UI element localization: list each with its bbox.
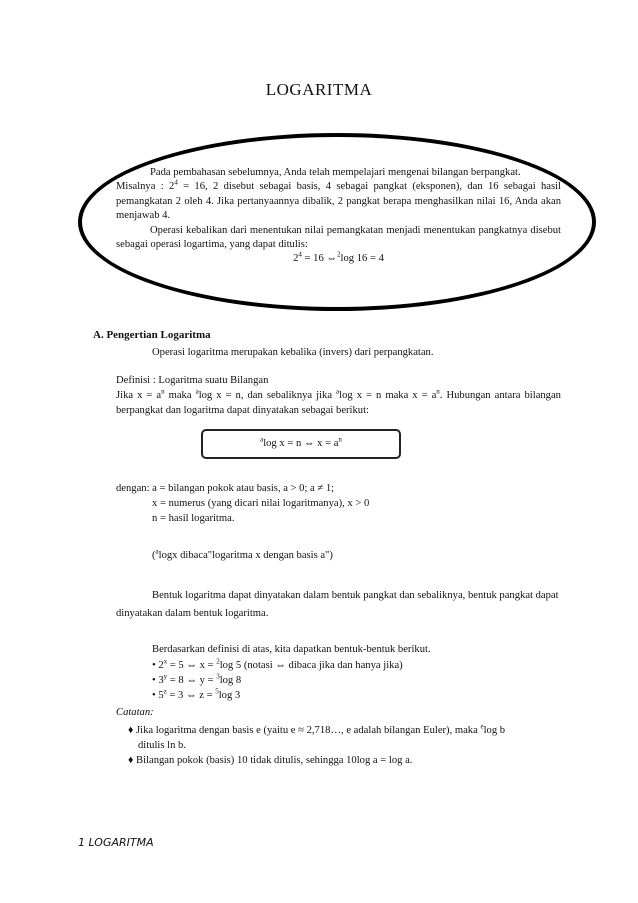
ex2-a: • 3 xyxy=(152,675,164,686)
notes-title: Catatan: xyxy=(116,707,154,718)
read-sup: a xyxy=(155,547,159,556)
intro-formula xyxy=(116,252,561,266)
ex2-c: log 8 xyxy=(219,675,242,686)
page-footer: 1 LOGARITMA xyxy=(78,836,154,849)
ex3-sup2: 5 xyxy=(215,687,219,696)
def-part-2: maka xyxy=(164,390,196,401)
ex2-sup2: 3 xyxy=(216,672,220,681)
intro-paragraph-2 xyxy=(116,180,561,223)
intro-paragraph-1: Pada pembahasan sebelumnya, Anda telah mempelajari mengenai bilangan berpangkat. xyxy=(150,167,521,178)
def-sup-2: a xyxy=(195,387,199,396)
where-line-1: dengan: a = bilangan pokok atau basis, a > 0; a ≠ 1; xyxy=(116,483,335,494)
section-a-lead: Operasi logaritma merupakan kebalika (invers) dari perpangkatan. xyxy=(152,347,434,358)
box-formula: log x = n ⇔ x = a xyxy=(263,438,339,449)
definition-text xyxy=(116,389,561,419)
def-part-5: . Hubungan antara bilangan berpangkat dan logaritma dapat dinyatakan sebagai berikut: xyxy=(116,390,561,416)
intro-p2-sup: 4 xyxy=(174,178,178,187)
ex1-b: = 5 ⇔ x = xyxy=(167,660,217,671)
def-sup-4: n xyxy=(436,387,440,396)
def-sup-3: a xyxy=(336,387,340,396)
intro-f-pre: 2 xyxy=(293,253,299,265)
note1-a: ♦ Jika logaritma dengan basis e (yaitu e ≈ 2,718…, e adalah bilangan Euler), maka xyxy=(128,725,481,736)
note1-sup: e xyxy=(480,722,484,731)
note-2: ♦ Bilangan pokok (basis) 10 tidak ditulis, sehingga 10log a = log a. xyxy=(128,755,413,766)
note1-b: log b xyxy=(483,725,506,736)
conversion-paragraph: Bentuk logaritma dapat dinyatakan dalam bentuk pangkat dan sebaliknya, bentuk pangkat dapat dinyatakan dalam bentuk logaritma. xyxy=(116,590,559,619)
read-post: logx dibaca"logaritma x dengan basis a") xyxy=(158,550,333,561)
intro-f-post: log 16 = 4 xyxy=(340,253,384,265)
ex3-b: = 3 ⇔ z = xyxy=(166,690,216,701)
reading-note xyxy=(152,549,333,564)
ex3-sup1: z xyxy=(163,687,167,696)
section-a-heading: A. Pengertian Logaritma xyxy=(93,329,211,341)
ex1-sup1: x xyxy=(163,657,168,666)
def-sup-1: n xyxy=(161,387,165,396)
def-part-3: log x = n, dan sebaliknya jika xyxy=(198,390,337,401)
box-sup-1: a xyxy=(260,435,264,444)
def-part-4: log x = n maka x = a xyxy=(339,390,437,401)
intro-text xyxy=(116,166,561,267)
ex3-c: log 3 xyxy=(218,690,241,701)
example-1 xyxy=(152,659,403,674)
definition-formula-box xyxy=(201,429,401,459)
intro-f-mid: = 16 ⇔ xyxy=(301,253,338,265)
definition-title: Definisi : Logaritma suatu Bilangan xyxy=(116,375,269,386)
ex2-sup1: y xyxy=(163,672,168,681)
intro-p2-post: = 16, 2 disebut sebagai basis, 4 sebagai pangkat (eksponen), dan 16 sebagai hasil pemangkatan 2 oleh 4. Jika pertanyaannya dibalik, 2 pangkat berapa menghasilkan nilai 16, Anda akan menjawab 4. xyxy=(116,181,561,222)
ex1-c: log 5 (notasi ⇔ dibaca jika dan hanya jika) xyxy=(219,660,403,671)
note-1 xyxy=(128,724,568,739)
intro-paragraph-3: Operasi kebalikan dari menentukan nilai pemangkatan menjadi menentukan pangkatnya disebut sebagai operasi logartima, yang dapat ditulis: xyxy=(116,224,561,251)
page-title: LOGARITMA xyxy=(265,80,373,99)
ex3-a: • 5 xyxy=(152,690,164,701)
note-1-cont: ditulis ln b. xyxy=(138,740,186,751)
intro-p2-pre: Misalnya : 2 xyxy=(116,181,175,193)
ex2-b: = 8 ⇔ y = xyxy=(167,675,217,686)
example-3 xyxy=(152,689,240,704)
intro-f-sup1: 4 xyxy=(298,250,302,259)
ex1-sup2: 2 xyxy=(216,657,220,666)
box-sup-2: n xyxy=(338,435,342,444)
def-part-1: Jika x = a xyxy=(116,390,162,401)
intro-f-sup2: 2 xyxy=(337,250,341,259)
examples-intro: Berdasarkan definisi di atas, kita dapatkan bentuk-bentuk berikut. xyxy=(152,644,431,655)
where-line-3: n = hasil logaritma. xyxy=(152,513,235,524)
read-pre: ( xyxy=(152,550,156,561)
ex1-a: • 2 xyxy=(152,660,164,671)
where-line-2: x = numerus (yang dicari nilai logaritmanya), x > 0 xyxy=(152,498,370,509)
